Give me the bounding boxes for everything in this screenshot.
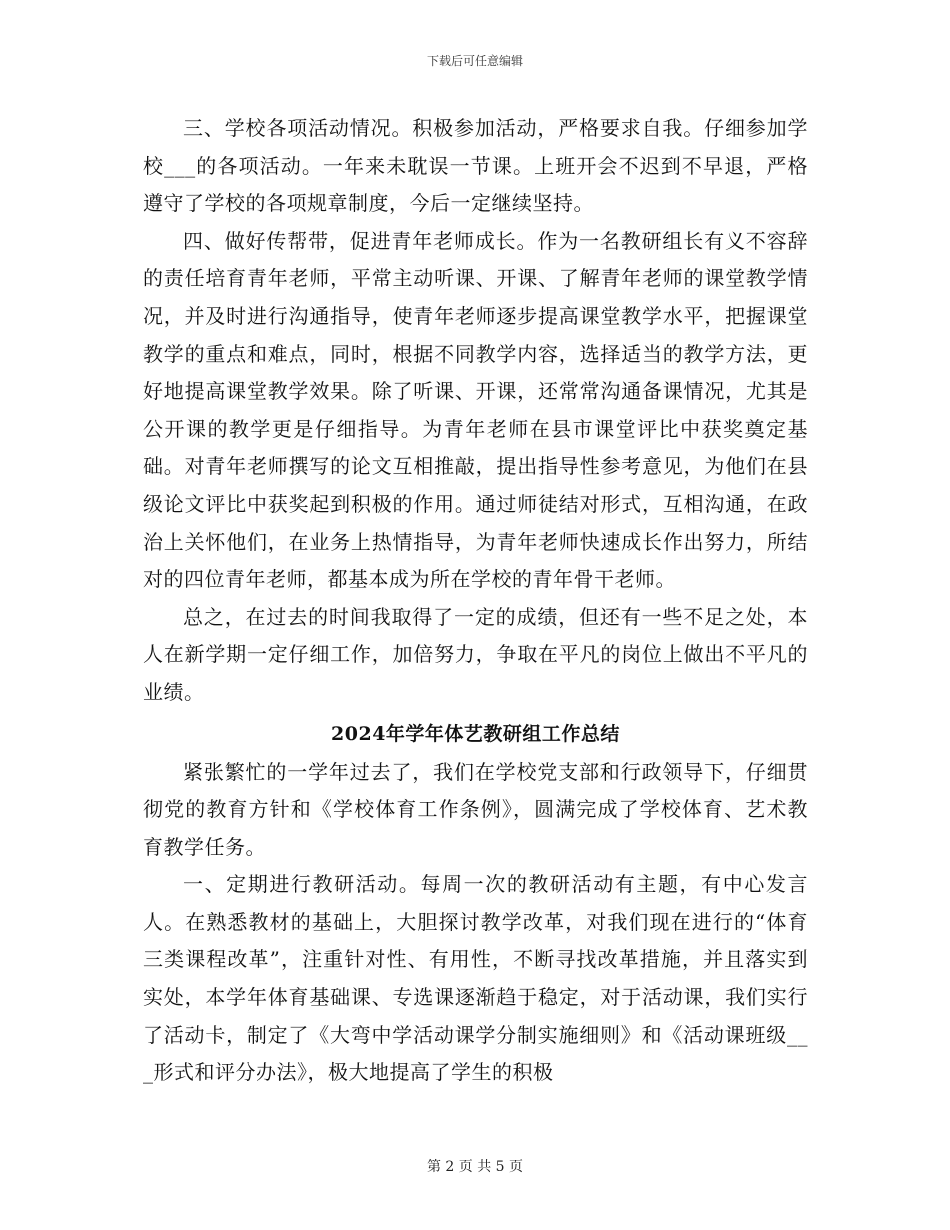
page-number: 第 2 页 共 5 页 xyxy=(426,1159,524,1175)
paragraph-teaching-research: 一、定期进行教研活动。每周一次的教研活动有主题，有中心发言人。在熟悉教材的基础上，大胆探讨教学改革，对我们现在进行的“体育三类课程改革”，注重针对性、有用性，不断寻找改革措施，并且落实到实处，本学年体育基础课、专选课逐渐趋于稳定，对于活动课，我们实行了活动卡，制定了《大弯中学活动课学分制实施细则》和《活动课班级___形式和评分办法》，极大地提高了学生的积极 xyxy=(143,872,808,1085)
page-header-note: 下载后可任意编辑 xyxy=(426,54,523,68)
paragraph-activities: 三、学校各项活动情况。积极参加活动，严格要求自我。仔细参加学校___的各项活动。一年来未耽误一节课。上班开会不迟到不早退，严格遵守了学校的各项规章制度，今后一定继续坚持。 xyxy=(143,116,808,216)
paragraph-intro: 紧张繁忙的一学年过去了，我们在学校党支部和行政领导下，仔细贯彻党的教育方针和《学校体育工作条例》，圆满完成了学校体育、艺术教育教学任务。 xyxy=(143,759,808,859)
paragraph-conclusion: 总之，在过去的时间我取得了一定的成绩，但还有一些不足之处，本人在新学期一定仔细工作，加倍努力，争取在平凡的岗位上做出不平凡的业绩。 xyxy=(143,604,808,704)
section-title: 2024年学年体艺教研组工作总结 xyxy=(331,722,620,745)
paragraph-mentoring: 四、做好传帮带，促进青年老师成长。作为一名教研组长有义不容辞的责任培育青年老师，平常主动听课、开课、了解青年老师的课堂教学情况，并及时进行沟通指导，使青年老师逐步提高课堂教学水平，把握课堂教学的重点和难点，同时，根据不同教学内容，选择适当的教学方法，更好地提高课堂教学效果。除了听课、开课，还常常沟通备课情况，尤其是公开课的教学更是仔细指导。为青年老师在县市课堂评比中获奖奠定基础。对青年老师撰写的论文互相推敲，提出指导性参考意见，为他们在县级论文评比中获奖起到积极的作用。通过师徒结对形式，互相沟通，在政治上关怀他们，在业务上热情指导，为青年老师快速成长作出努力，所结对的四位青年老师，都基本成为所在学校的青年骨干老师。 xyxy=(143,228,808,592)
document-body xyxy=(143,110,808,1092)
